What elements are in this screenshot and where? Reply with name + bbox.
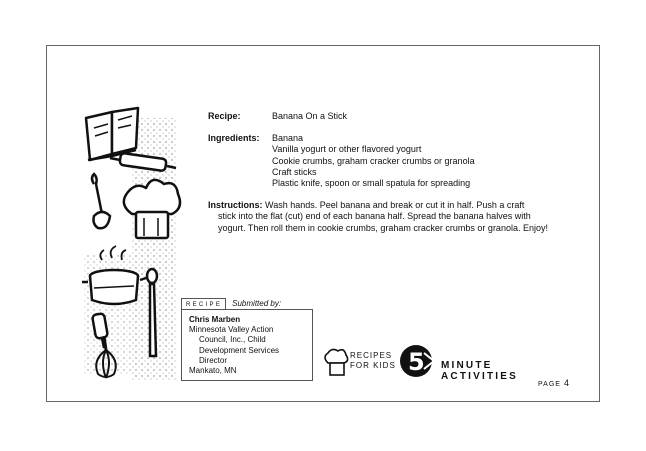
ingredient-item: Craft sticks	[272, 166, 317, 177]
page-number	[538, 378, 569, 388]
recipe-text	[208, 111, 548, 234]
kitchen-illustration	[80, 104, 190, 384]
ingredients-list	[272, 133, 475, 189]
page-number-value: 4	[563, 378, 569, 388]
submitted-by-label: Submitted by:	[232, 298, 282, 308]
ingredients-row	[208, 133, 548, 189]
ladle-icon	[92, 174, 110, 228]
ingredient-item: Plastic knife, spoon or small spatula for spreading	[272, 178, 471, 189]
chef-hat-logo-icon	[322, 347, 350, 379]
recipe-name: Banana On a Stick	[272, 111, 348, 121]
instructions-body: stick into the flat (cut) end of each banana half. Spread the banana halves with yogurt. Then roll them in cookie crumbs, graham cracker crumbs or granola. Enjoy!	[218, 211, 548, 233]
submitter-org-line: Minnesota Valley Action	[189, 325, 274, 335]
submitter-org-line: Council, Inc., Child	[199, 335, 266, 345]
page-label: PAGE	[538, 381, 561, 388]
ingredients-label: Ingredients:	[208, 133, 260, 144]
open-book-icon	[86, 108, 138, 160]
submitter-name: Chris Marben	[189, 315, 241, 324]
for-kids-line: FOR KIDS	[350, 361, 396, 370]
branding	[322, 343, 572, 382]
instructions-line1: Wash hands. Peel banana and break or cut it in half. Push a craft	[265, 200, 525, 211]
recipe-tab-label: RECIPE	[181, 298, 226, 309]
recipes-for-kids	[350, 351, 396, 371]
badge-number: 5	[408, 348, 425, 376]
instructions-label: Instructions:	[208, 200, 263, 211]
submitter-box	[181, 309, 313, 381]
recipe-label: Recipe:	[208, 111, 241, 121]
submitter-location: Mankato, MN	[189, 366, 237, 376]
ingredient-item: Banana	[272, 133, 304, 144]
instructions-first-line	[208, 200, 548, 211]
ingredient-item: Vanilla yogurt or other flavored yogurt	[272, 144, 422, 155]
submitter-org-line: Director	[199, 355, 228, 365]
recipe-tab	[181, 297, 281, 309]
recipes-line: RECIPES	[350, 351, 393, 360]
five-badge-icon	[398, 343, 438, 379]
recipe-row	[208, 111, 548, 122]
ingredient-item: Cookie crumbs, graham cracker crumbs or granola	[272, 155, 475, 166]
minute-activities: MINUTE ACTIVITIES	[441, 360, 519, 382]
instructions	[208, 200, 548, 234]
submitter-org-line: Development Services	[199, 345, 280, 355]
